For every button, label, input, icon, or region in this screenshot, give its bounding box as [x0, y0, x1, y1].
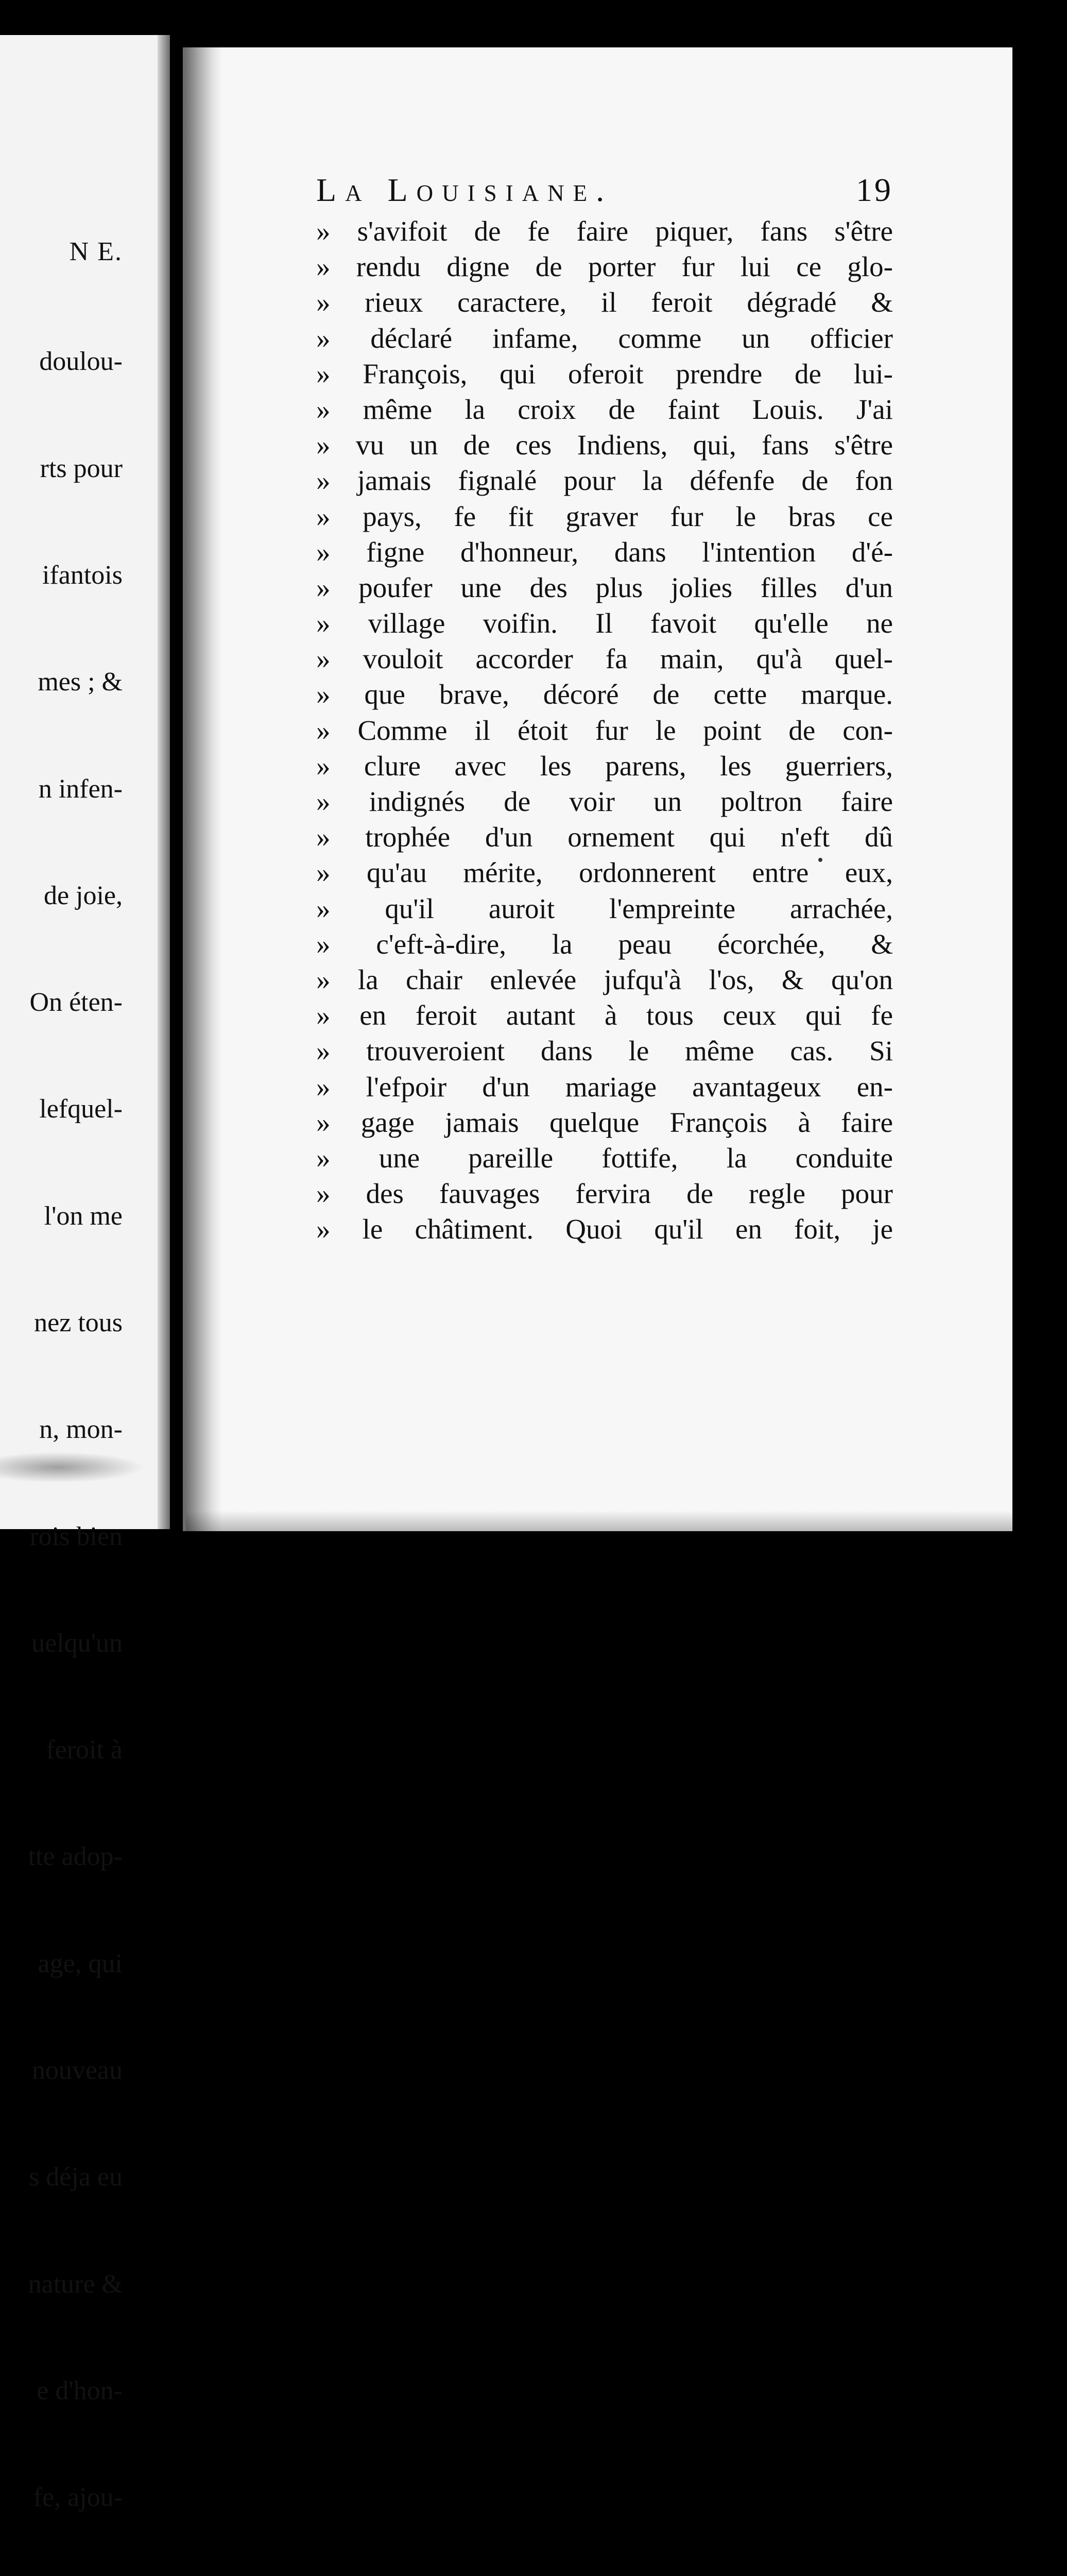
text-line: » s'avifoit de fe faire piquer, fans s'être	[316, 215, 893, 247]
text-line: » trouveroient dans le même cas. Si	[316, 1035, 893, 1067]
left-text-line: n, mon-	[39, 1415, 123, 1445]
left-text-line: rois bien	[29, 1521, 123, 1551]
page-fold-shadow	[186, 47, 222, 1531]
left-text-line: N E.	[69, 237, 123, 267]
left-page-text	[18, 163, 123, 2576]
running-title: La Louisiane.	[316, 172, 613, 208]
ink-smudge	[0, 1452, 144, 1483]
page-gutter-shadow	[158, 35, 170, 1529]
text-line: » Comme il étoit fur le point de con-	[316, 714, 893, 746]
text-line: » que brave, décoré de cette marque.	[316, 679, 893, 710]
page-bottom-shadow	[186, 1511, 1012, 1531]
text-line: » rendu digne de porter fur lui ce glo-	[316, 251, 893, 283]
left-text-line: uelqu'un	[31, 1628, 123, 1658]
text-line: » jamais fignalé pour la défenfe de fon	[316, 465, 893, 497]
text-line: » François, qui oferoit prendre de lui-	[316, 358, 893, 389]
text-line: » indignés de voir un poltron faire	[316, 786, 893, 817]
text-line: » qu'il auroit l'empreinte arrachée,	[316, 892, 893, 924]
text-line: » figne d'honneur, dans l'intention d'é-	[316, 536, 893, 568]
text-line: » village voifin. Il favoit qu'elle ne	[316, 607, 893, 639]
text-line: » déclaré infame, comme un officier	[316, 322, 893, 354]
left-text-line: nature &	[28, 2269, 123, 2299]
text-line: » la chair enlevée jufqu'à l'os, & qu'on	[316, 963, 893, 995]
left-text-line: fe, ajou-	[33, 2483, 123, 2513]
left-text-line: l'on me	[44, 1201, 123, 1231]
text-line: » en feroit autant à tous ceux qui fe	[316, 999, 893, 1031]
left-text-line: e d'hon-	[37, 2376, 123, 2405]
text-line: » qu'au mérite, ordonnerent entre eux,	[316, 857, 893, 889]
left-text-line: rts pour	[40, 453, 123, 483]
left-text-line: doulou-	[39, 347, 123, 377]
text-line: » rieux caractere, il feroit dégradé &	[316, 286, 893, 318]
page-header	[316, 171, 893, 217]
page-number: 19	[856, 172, 893, 208]
left-text-line: nouveau	[31, 2055, 123, 2085]
text-line: » poufer une des plus jolies filles d'un	[316, 571, 893, 603]
text-line: » pays, fe fit graver fur le bras ce	[316, 500, 893, 532]
left-text-line: On éten-	[29, 988, 123, 1018]
left-text-line: s déja eu	[29, 2162, 123, 2192]
text-line: » l'efpoir d'un mariage avantageux en-	[316, 1071, 893, 1103]
left-text-line: lefquel-	[39, 1094, 123, 1124]
text-line: » vouloit accorder fa main, qu'à quel-	[316, 643, 893, 675]
text-line: » clure avec les parens, les guerriers,	[316, 750, 893, 782]
left-text-line: n infen-	[38, 774, 123, 804]
text-line: » trophée d'un ornement qui n'eft dû	[316, 821, 893, 853]
left-text-line: de joie,	[43, 880, 123, 910]
text-line: » c'eft-à-dire, la peau écorchée, &	[316, 928, 893, 960]
left-page	[0, 35, 170, 2513]
text-line: » vu un de ces Indiens, qui, fans s'être	[316, 429, 893, 461]
right-page	[183, 47, 1012, 1531]
text-line: » le châtiment. Quoi qu'il en foit, je	[316, 1213, 893, 1245]
left-text-line: tte adop-	[28, 1842, 123, 1872]
text-line: » des fauvages fervira de regle pour	[316, 1178, 893, 1210]
left-text-line: mes ; &	[38, 667, 123, 697]
text-line: » une pareille fottife, la conduite	[316, 1142, 893, 1174]
text-line: » gage jamais quelque François à faire	[316, 1106, 893, 1138]
left-text-line: nez tous	[34, 1308, 123, 1337]
body-text	[316, 213, 893, 1247]
left-text-line: age, qui	[38, 1948, 123, 1978]
text-line: » même la croix de faint Louis. J'ai	[316, 393, 893, 425]
left-text-line: feroit à	[46, 1735, 123, 1765]
left-text-line: ifantois	[42, 561, 123, 590]
